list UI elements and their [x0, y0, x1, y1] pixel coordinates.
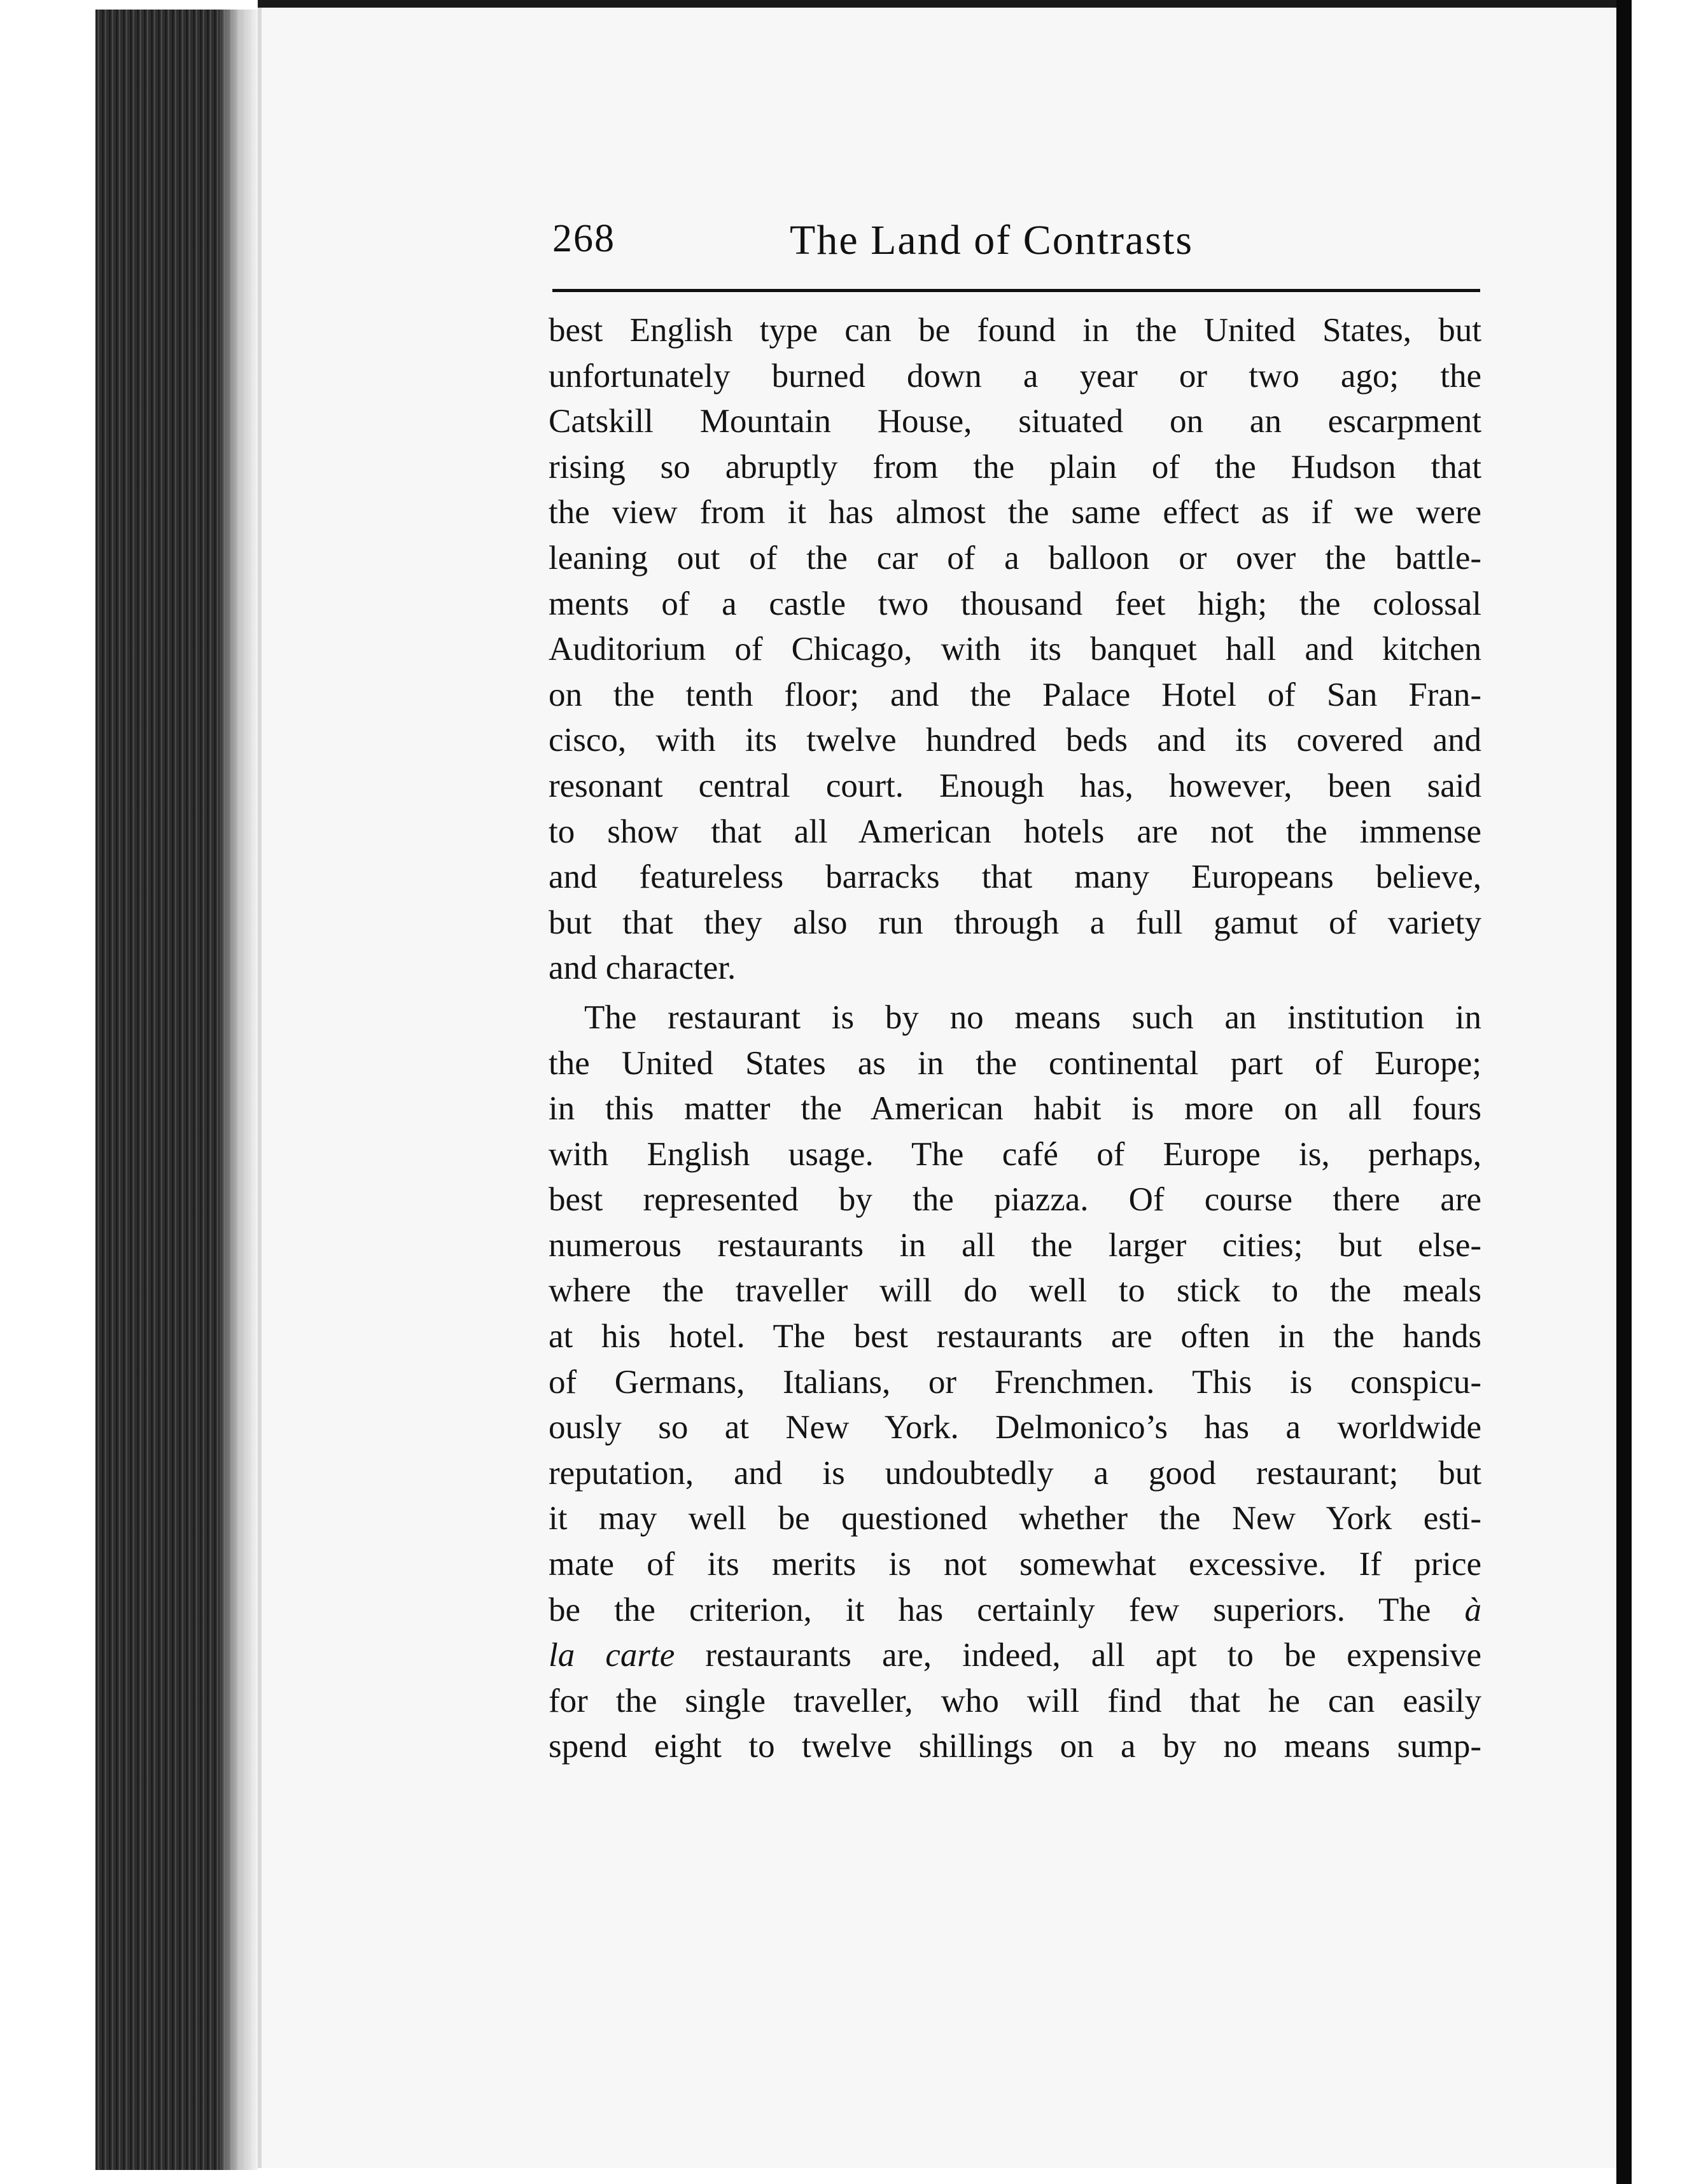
scan-top-edge [258, 0, 1616, 8]
running-head [552, 216, 1481, 286]
text-line: leaning out of the car of a balloon or over the battle- [549, 539, 1481, 577]
text-line: for the single traveller, who will find that he can easily [549, 1682, 1481, 1719]
text-line: rising so abruptly from the plain of the Hudson that [549, 448, 1481, 486]
text-line: Catskill Mountain House, situated on an escarpment [549, 403, 1481, 440]
facing-page-edge [1632, 0, 1708, 2184]
text-line: with English usage. The café of Europe is, perhaps, [549, 1135, 1481, 1173]
text-line: of Germans, Italians, or Frenchmen. This is conspicu- [549, 1363, 1481, 1401]
text-line: unfortunately burned down a year or two ago; the [549, 357, 1481, 395]
text-line-with-italic [549, 1633, 1481, 1679]
book-page-edges [95, 10, 258, 2170]
text-line: mate of its merits is not somewhat excessive. If price [549, 1546, 1481, 1583]
italic-fragment: à [1464, 1591, 1482, 1628]
text-line: spend eight to twelve shillings on a by no means sump- [549, 1728, 1481, 1765]
text-line: at his hotel. The best restaurants are often in the hands [549, 1318, 1481, 1355]
page-number: 268 [552, 217, 615, 260]
text-line-with-italic [549, 1588, 1481, 1634]
text-segment: be the criterion, it has certainly few superiors. The [549, 1591, 1431, 1628]
paragraph-1 [549, 308, 1481, 991]
text-line: but that they also run through a full gamut of variety [549, 904, 1481, 941]
text-line: numerous restaurants in all the larger cities; but else- [549, 1226, 1481, 1264]
book-gutter [1616, 0, 1632, 2184]
text-line: the view from it has almost the same effect as if we were [549, 494, 1481, 531]
text-line: to show that all American hotels are not the immense [549, 813, 1481, 850]
text-line: cisco, with its twelve hundred beds and its covered and [549, 722, 1481, 759]
text-line: best represented by the piazza. Of course there are [549, 1181, 1481, 1219]
text-line: and featureless barracks that many Europeans believe, [549, 858, 1481, 896]
text-line: where the traveller will do well to stick to the meals [549, 1272, 1481, 1310]
text-line: The restaurant is by no means such an institution in [584, 998, 1481, 1036]
text-line: resonant central court. Enough has, however, been said [549, 767, 1481, 804]
running-title: The Land of Contrasts [790, 217, 1194, 263]
text-line: ments of a castle two thousand feet high; the colossal [549, 585, 1481, 622]
text-line: and character. [549, 949, 736, 987]
italic-fragment: la carte [549, 1637, 675, 1674]
scan-bottom-edge [258, 2168, 1616, 2184]
header-rule [552, 289, 1480, 292]
text-line: it may well be questioned whether the New York esti- [549, 1500, 1481, 1537]
text-line: the United States as in the continental part of Europe; [549, 1044, 1481, 1082]
text-line: ously so at New York. Delmonico’s has a worldwide [549, 1409, 1481, 1446]
text-line: reputation, and is undoubtedly a good restaurant; but [549, 1454, 1481, 1492]
text-line: Auditorium of Chicago, with its banquet hall and kitchen [549, 631, 1481, 668]
text-line: on the tenth floor; and the Palace Hotel of San Fran- [549, 676, 1481, 713]
text-segment: restaurants are, indeed, all apt to be expensive [705, 1637, 1482, 1674]
scan-background-left [0, 0, 95, 2184]
text-line: in this matter the American habit is more on all fours [549, 1090, 1481, 1128]
body-text [549, 308, 1481, 1770]
text-line: best English type can be found in the United States, but [549, 312, 1481, 349]
paragraph-2 [549, 995, 1481, 1770]
